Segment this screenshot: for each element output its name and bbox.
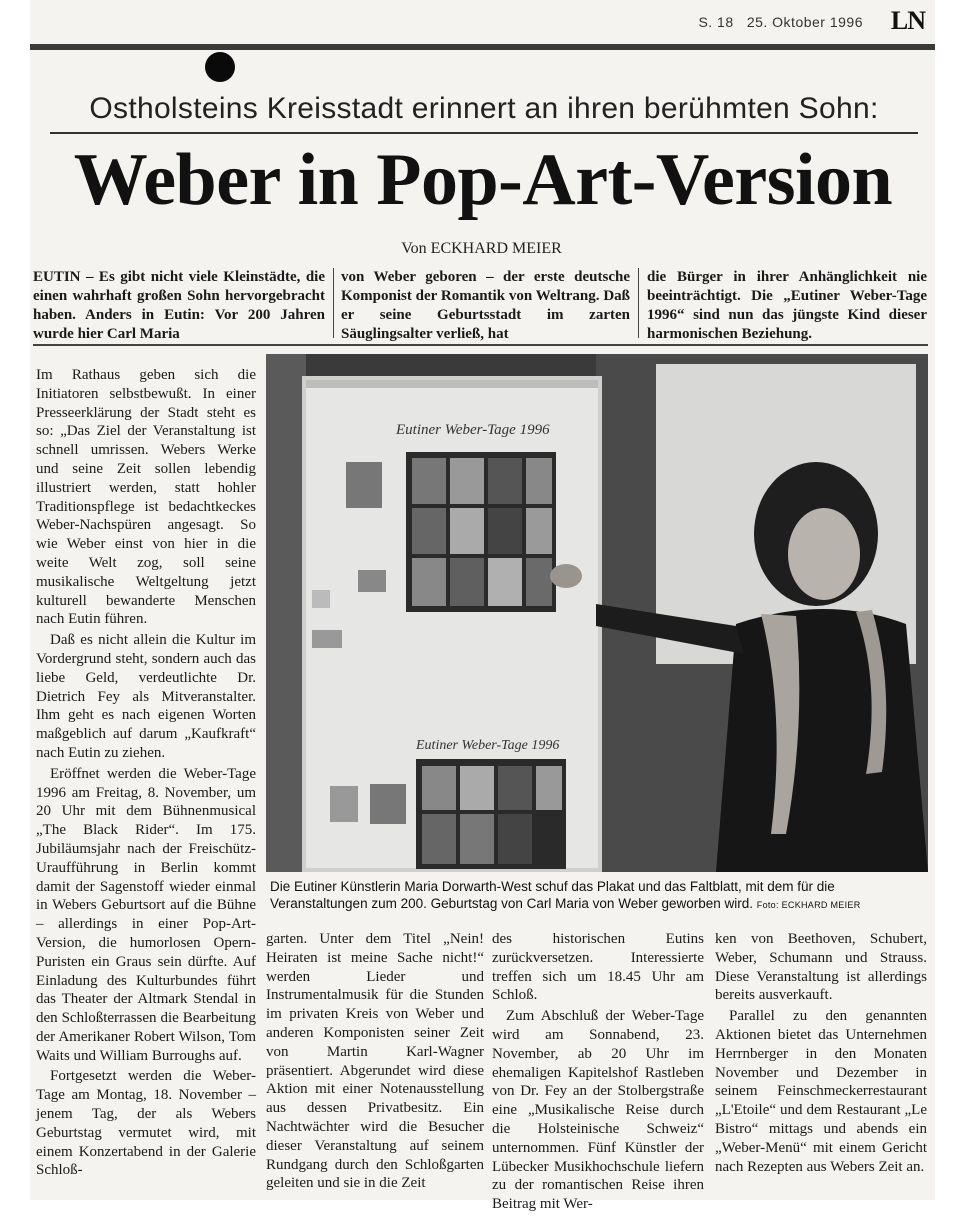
photo-caption [270, 878, 930, 914]
body-column-1 [36, 366, 256, 1182]
paragraph: des historischen Eutins zurückversetzen. Interessierte treffen sich um 18.45 Uhr am Schloß. [492, 931, 704, 1004]
header-rule [30, 44, 935, 50]
paragraph: Eröffnet werden die Weber-Tage 1996 am Freitag, 8. November, um 20 Uhr mit dem Bühnenmusical „The Black Rider“. Im 175. Jubiläumsjahr nach der Freischütz-Uraufführung in Berlin kommt damit der Sagenstoff wieder einmal in Webers Geburtsort auf die Bühne – allerdings in einer Pop-Art-Version, die humorlosen Opern-Puristen ein Graus sein dürfte. Auf Einladung des Kulturbundes führt das Theater der Altmark Stendal in den Schloßterrassen die Bearbeitung der Amerikaner Robert Wilson, Tom Waits und William Burroughs auf. [36, 765, 256, 1064]
newspaper-logo: LN [890, 6, 925, 35]
body-column-4 [715, 930, 927, 1178]
paragraph: Zum Abschluß der Weber-Tage wird am Sonnabend, 23. November, ab 20 Uhr im ehemaligen Kapitelshof Rastleben von Dr. Fey an der Stolbergstraße eine „Musikalische Reise durch die Holsteinische Schweiz“ unternommen. Fünf Künstler der Lübecker Musikhochschule liefern zu der romantischen Reise ihren Beitrag mit Wer- [492, 1008, 704, 1213]
lead-divider [333, 268, 334, 338]
paragraph: Fortgesetzt werden die Weber-Tage am Montag, 18. November – jenem Tag, der als Webers Geburtstag vermutet wird, mit einem Konzertabend in der Galerie Schloß- [36, 1068, 256, 1179]
body-column-3 [492, 930, 704, 1216]
paragraph: ken von Beethoven, Schubert, Weber, Schumann und Strauss. Diese Veranstaltung ist allerdings bereits ausverkauft. [715, 931, 927, 1004]
article-photo [266, 354, 928, 872]
lead-column-1: EUTIN – Es gibt nicht viele Kleinstädte, die einen wahrhaft großen Sohn hervorgebracht haben. Anders in Eutin: Vor 200 Jahren wurde hier Carl Maria [33, 269, 325, 342]
article-kicker: Ostholsteins Kreisstadt erinnert an ihren berühmten Sohn: [89, 92, 879, 125]
article-byline: Von ECKHARD MEIER [401, 240, 562, 257]
page-header [30, 0, 935, 40]
lead-column-3: die Bürger in ihrer Anhänglichkeit nie beeinträchtigt. Die „Eutiner Weber-Tage 1996“ sind nun das jüngste Kind dieser harmonischen Beziehung. [647, 269, 927, 342]
body-column-2 [266, 930, 484, 1195]
punch-hole [205, 52, 235, 82]
poster-title-top: Eutiner Weber-Tage 1996 [396, 422, 550, 438]
paragraph: Daß es nicht allein die Kultur im Vordergrund steht, sondern auch das liebe Geld, verdeutlichte Dr. Dietrich Fey als Mitveranstalter. Ihm geht es nach eigenen Worten maßgeblich auf darum „Kaufkraft“ nach Eutin zu ziehen. [36, 632, 256, 761]
lead-column-2: von Weber geboren – der erste deutsche Komponist der Romantik von Weltrang. Daß er seine Geburtsstadt im zarten Säuglingsalter verließ, hat [341, 269, 630, 342]
lead-rule [33, 344, 928, 346]
article-headline: Weber in Pop-Art-Version [73, 139, 893, 221]
paragraph: Parallel zu den genannten Aktionen bietet das Unternehmen Herrnberger in den Monaten November und Dezember in seinem Feinschmeckerrestaurant „L'Etoile“ und dem Restaurant „Le Bistro“ mittags und abends ein „Weber-Menü“ mit einem Gericht nach Rezepten aus Webers Zeit an. [715, 1008, 927, 1175]
poster-title-bottom: Eutiner Weber-Tage 1996 [416, 738, 560, 753]
paragraph: garten. Unter dem Titel „Nein! Heiraten ist meine Sache nicht!“ werden Lieder und Instrumentalmusik für die Stunden im privaten Kreis von Weber und anderen Komponisten seiner Zeit von Martin Karl-Wagner präsentiert. Abgerundet wird diese Aktion mit einer Notenausstellung aus dessen Privatbesitz. Ein Nachtwächter wird die Besucher dieser Veranstaltung auf seinem Rundgang durch den Schloßgarten geleiten und sie in die Zeit [266, 931, 484, 1192]
paragraph: Im Rathaus geben sich die Initiatoren selbstbewußt. In einer Presseerklärung der Stadt steht es so: „Das Ziel der Veranstaltung ist schnell umrissen. Webers Werke und seine Zeit sollen lebendig illustriert werden, statt hohler Traditionspflege ist bedachtkeckes Weber-Nachspüren angesagt. So wie Weber einst von hier in die weite Welt zog, soll seine musikalische Weltgeltung jetzt kulturell bewanderte Menschen nach Eutin führen. [36, 367, 256, 628]
lead-divider [638, 268, 639, 338]
kicker-rule [50, 132, 918, 134]
caption-text: Die Eutiner Künstlerin Maria Dorwarth-West schuf das Plakat und das Faltblatt, mit dem für die Veranstaltungen zum 200. Geburtstag von Carl Maria von Weber geworben wird. [270, 879, 835, 911]
photo-illustration [266, 354, 928, 872]
page-folio: S. 18 25. Oktober 1996 [698, 14, 863, 30]
photo-credit: Foto: ECKHARD MEIER [756, 900, 861, 910]
